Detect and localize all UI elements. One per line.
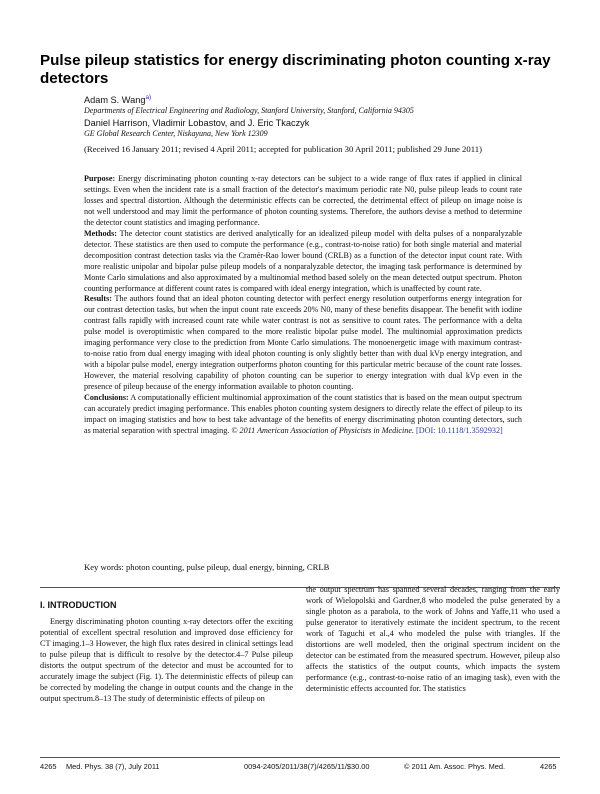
author-line-1 [84, 95, 151, 105]
received-dates: (Received 16 January 2011; revised 4 April 2011; accepted for publication 30 April 2011; published 29 June 2011) [84, 144, 483, 154]
footer-issn: 0094-2405/2011/38(7)/4265/11/$30.00 [244, 762, 370, 771]
footer-page-left: 4265 [40, 762, 57, 771]
affiliation-1: Departments of Electrical Engineering and Radiology, Stanford University, Stanford, California 94305 [84, 106, 414, 115]
footer-copyright: © 2011 Am. Assoc. Phys. Med. [404, 762, 506, 771]
abstract-methods [84, 229, 522, 295]
author-footnote-marker[interactable]: a) [145, 93, 152, 101]
purpose-label: Purpose: [84, 174, 116, 183]
author-names-2: Daniel Harrison, Vladimir Lobastov, and J. Eric Tkaczyk [84, 118, 310, 128]
author-names-1: Adam S. Wang [84, 95, 146, 105]
conclusions-text: A computationally efficient multinomial approximation of the count statistics that is based on the mean output spectrum can accurately predict imaging performance. This enables photon counting system designers to directly relate the effect of pileup to its impact on imaging statistics and how to best take advantage of the benefits of energy discriminating photon counting detectors, such as material separation with spectral imaging. [84, 393, 522, 435]
footer-journal: Med. Phys. 38 (7), July 2011 [66, 762, 160, 771]
abstract-conclusions [84, 393, 522, 437]
abstract-results [84, 294, 522, 393]
footer-divider [40, 757, 560, 758]
abstract [84, 174, 522, 437]
methods-label: Methods: [84, 228, 117, 238]
paper-title: Pulse pileup statistics for energy discriminating photon counting x-ray detectors [40, 52, 551, 87]
intro-left-column [40, 616, 293, 704]
methods-text: The detector count statistics are derived analytically for an idealized pileup model with delta pulses of a nonparalyzable detector. These statistics are then used to compute the performance (e.g., contrast-to-noise ratio) for both single material and material decomposition contrast detection tasks via the Cramér-Rao lower bound (CRLB) as a function of the detector input count rate. With more realistic unipolar and bipolar pulse pileup models of a nonparalyzable detector, the imaging task performance is determined by Monte Carlo simulations and also approximated by a multinomial method based solely on the mean detected output spectrum. Photon counting performance at different count rates is compared with ideal energy integration, which is unaffected by count rate. [84, 228, 522, 293]
keywords: Key words: photon counting, pulse pileup, dual energy, binning, CRLB [84, 562, 330, 572]
abstract-copyright: © 2011 American Association of Physicists in Medicine. [231, 425, 414, 435]
results-text: The authors found that an ideal photon counting detector with perfect energy resolution outperforms energy integration for our contrast detection tasks, but when the input count rate exceeds 20% N0, many of these benefits disappear. The benefit with iodine contrast falls rapidly with increased count rate while water contrast is not as sensitive to count rates. The performance with a delta pulse model is overoptimistic when compared to the more realistic bipolar pulse model. The multinomial approximation predicts imaging performance very close to the prediction from Monte Carlo simulations. The monoenergetic image with maximum contrast-to-noise ratio from dual energy imaging with ideal photon counting is only slightly better than with dual kVp energy integration, and with a bipolar pulse model, energy integration outperforms photon counting for this particular metric because of the count rate losses. However, the material resolving capability of photon counting can be superior to energy integration with dual kVp even in the presence of pileup because of the energy information available to photon counting. [84, 294, 523, 392]
section-heading-introduction: I. INTRODUCTION [40, 600, 117, 610]
abstract-purpose [84, 174, 522, 229]
intro-left-paragraph: Energy discriminating photon counting x-ray detectors offer the exciting potential of excellent spectral resolution and improved dose efficiency for CT imaging.1–3 However, the high flux rates desired in clinical settings lead to pulse pileup that is difficult to resolve by the detector.4–7 Pulse pileup distorts the output spectrum of the detector and must be accounted for to accurately image the subject (Fig. 1). The deterministic effects of pileup can be corrected by modeling the change in output counts and the change in the output spectrum.8–13 The study of deterministic effects of pileup on [40, 617, 293, 704]
doi-link[interactable]: [DOI: 10.1118/1.3592932] [416, 425, 503, 435]
footer-page-right: 4265 [540, 762, 557, 771]
conclusions-label: Conclusions: [84, 393, 129, 403]
affiliation-2: GE Global Research Center, Niskayuna, New York 12309 [84, 129, 268, 138]
results-label: Results: [84, 294, 112, 304]
intro-right-paragraph: the output spectrum has spanned several decades, ranging from the early work of Wielopolski and Gardner,8 who modeled the pulse generated by a single photon as a parabola, to the work of Johns and Yaffe,11 who used a pulse generator to iteratively estimate the incident spectrum, to the recent work of Taguchi et al.,4 who modeled the pulse with triangles. If the distortions are well modeled, then the original spectrum incident on the detector can be estimated from the measured spectrum. However, pileup also affects the statistics of the output counts, which impacts the system performance (e.g., contrast-to-noise ratio of an imaging task), even with the deterministic effects accounted for. The statistics [306, 585, 560, 694]
intro-right-column [306, 584, 560, 694]
purpose-text: Energy discriminating photon counting x-ray detectors can be subject to a wide range of flux rates if applied in clinical settings. Even when the incident rate is a small fraction of the detector's maximum periodic rate N0, pulse pileup leads to count rate losses and spectral distortion. Although the deterministic effects can be corrected, the detrimental effect of pileup on image noise is not well understood and may limit the performance of photon counting systems. Therefore, the authors devise a method to determine the detector count statistics and imaging performance. [84, 174, 523, 227]
